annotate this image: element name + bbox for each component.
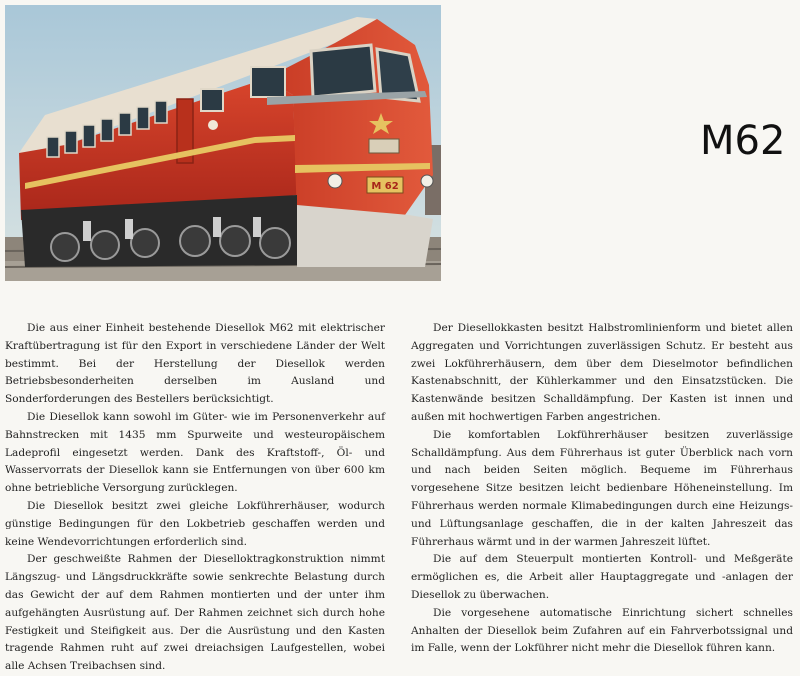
number-plate-text: M 62 (371, 181, 399, 192)
paragraph: Der Diesellokkasten besitzt Halbstromlinienform und bietet allen Aggregaten und Vorrichtungen zuverlässigen Schutz. Er besteht aus zwei Lokführerhäusern, dem über dem Dieselmotor befindlichen Kastenabschnitt, der Kühlerkammer und den Einsatzstücken. Die Kastenwände besitzen Schalldämpfung. Der Kasten ist innen und außen mit hochwertigen Farben angestrichen. (411, 322, 793, 423)
headlight-right (421, 175, 433, 187)
cab-window (251, 67, 285, 97)
text-column-right (411, 320, 793, 658)
paragraph: Die auf dem Steuerpult montierten Kontroll- und Meßgeräte ermöglichen es, die Arbeit aller Hauptaggregate und -anlagen der Diesellok zu überwachen. (411, 553, 793, 601)
paragraph: Der geschweißte Rahmen der Dieselloktragkonstruktion nimmt Längszug- und Längsdruckkräfte sowie senkrechte Belastung durch das Gewicht der auf dem Rahmen montierten und der unter ihm aufgehängten Ausrüstung auf. Der Rahmen zeichnet sich durch hohe Festigkeit und Steifigkeit aus. Der die Ausrüstung und den Kasten tragende Rahmen ruht auf zwei dreiachsigen Laufgestellen, wobei alle Achsen Treibachsen sind. (5, 553, 385, 673)
headlight-left (328, 174, 342, 188)
locomotive-photo (5, 5, 441, 281)
paragraph: Die Diesellok kann sowohl im Güter- wie im Personenverkehr auf Bahnstrecken mit 1435 mm Spurweite und westeuropäischem Ladeprofil eingesetzt werden. Dank des Kraftstoff-, Öl- und Wasservorrats der Diesellok kann sie Entfernungen von über 600 km ohne betriebliche Versorgung zurücklegen. (5, 410, 385, 495)
windshield-left (311, 45, 375, 97)
locomotive-illustration (5, 5, 441, 281)
paragraph: Die Diesellok besitzt zwei gleiche Lokführerhäuser, wodurch günstige Bedingungen für den Lokbetrieb geschaffen werden und keine Wendevorrichtungen erforderlich sind. (5, 499, 385, 548)
model-title: M62 (700, 118, 786, 164)
headlight-box (369, 139, 399, 153)
text-column-left (5, 320, 385, 676)
paragraph: Die komfortablen Lokführerhäuser besitzen zuverlässige Schalldämpfung. Aus dem Führerhaus ist guter Überblick nach vorn und nach beiden Seiten möglich. Bequeme im Führerhaus vorgesehene Sitze besitzen leicht bedienbare Höheneinstellung. Im Führerhaus werden normale Klimabedingungen durch eine Heizungs- und Lüftungsanlage geschaffen, die in der kalten Jahreszeit das Führerhaus wärmt und in der warmen Jahreszeit lüftet. (411, 428, 793, 548)
paragraph: Die vorgesehene automatische Einrichtung sichert schnelles Anhalten der Diesellok beim Zufahren auf ein Fahrverbotssignal und im Falle, wenn der Lokführer nicht mehr die Diesellok führen kann. (411, 606, 793, 655)
paragraph: Die aus einer Einheit bestehende Diesellok M62 mit elektrischer Kraftübertragung ist für den Export in verschiedene Länder der Welt bestimmt. Bei der Herstellung der Diesellok werden Betriebsbesonderheiten derselben im Ausland und Sonderforderungen des Bestellers berücksichtigt. (5, 322, 385, 406)
